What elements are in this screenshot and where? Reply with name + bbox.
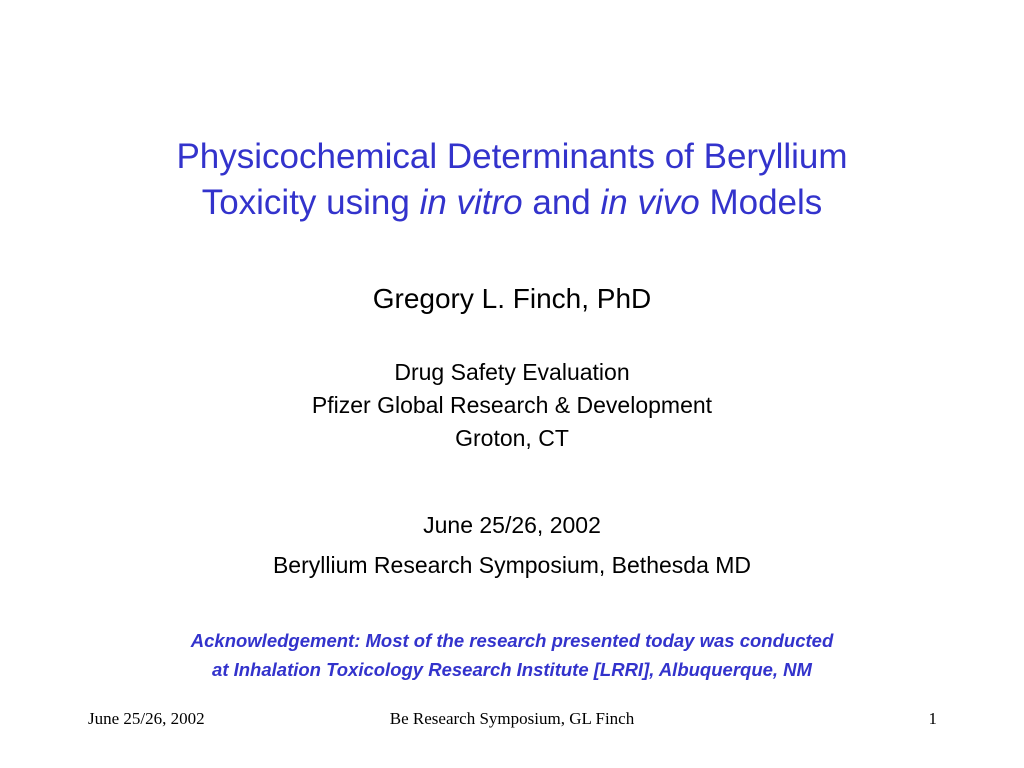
affiliation-organization: Pfizer Global Research & Development <box>311 392 713 418</box>
page-number: 1 <box>928 709 937 728</box>
slide-footer <box>0 708 1024 730</box>
slide-title <box>0 134 1024 226</box>
title-italic-in-vivo: in vivo <box>600 183 700 222</box>
title-italic-in-vitro: in vitro <box>419 183 523 222</box>
acknowledgement <box>0 626 1024 684</box>
title-text-part-3: Models <box>699 183 823 222</box>
event-date: June 25/26, 2002 <box>423 512 601 538</box>
title-text-part-2: and <box>522 183 601 222</box>
acknowledgement-line-1: Acknowledgement: Most of the research presented today was conducted <box>190 630 834 651</box>
acknowledgement-line-2: at Inhalation Toxicology Research Institute [LRRI], Albuquerque, NM <box>212 659 812 680</box>
footer-title: Be Research Symposium, GL Finch <box>389 709 635 728</box>
event-name: Beryllium Research Symposium, Bethesda MD <box>272 552 752 578</box>
affiliation <box>0 356 1024 455</box>
title-line-1: Physicochemical Determinants of Beryllium <box>176 137 848 176</box>
title-text-part-1: Toxicity using <box>201 183 420 222</box>
affiliation-location: Groton, CT <box>455 425 569 451</box>
event-info <box>0 505 1024 585</box>
footer-date: June 25/26, 2002 <box>88 709 205 728</box>
affiliation-department: Drug Safety Evaluation <box>394 359 630 385</box>
title-line-2 <box>0 180 1024 226</box>
author-name: Gregory L. Finch, PhD <box>372 283 652 314</box>
